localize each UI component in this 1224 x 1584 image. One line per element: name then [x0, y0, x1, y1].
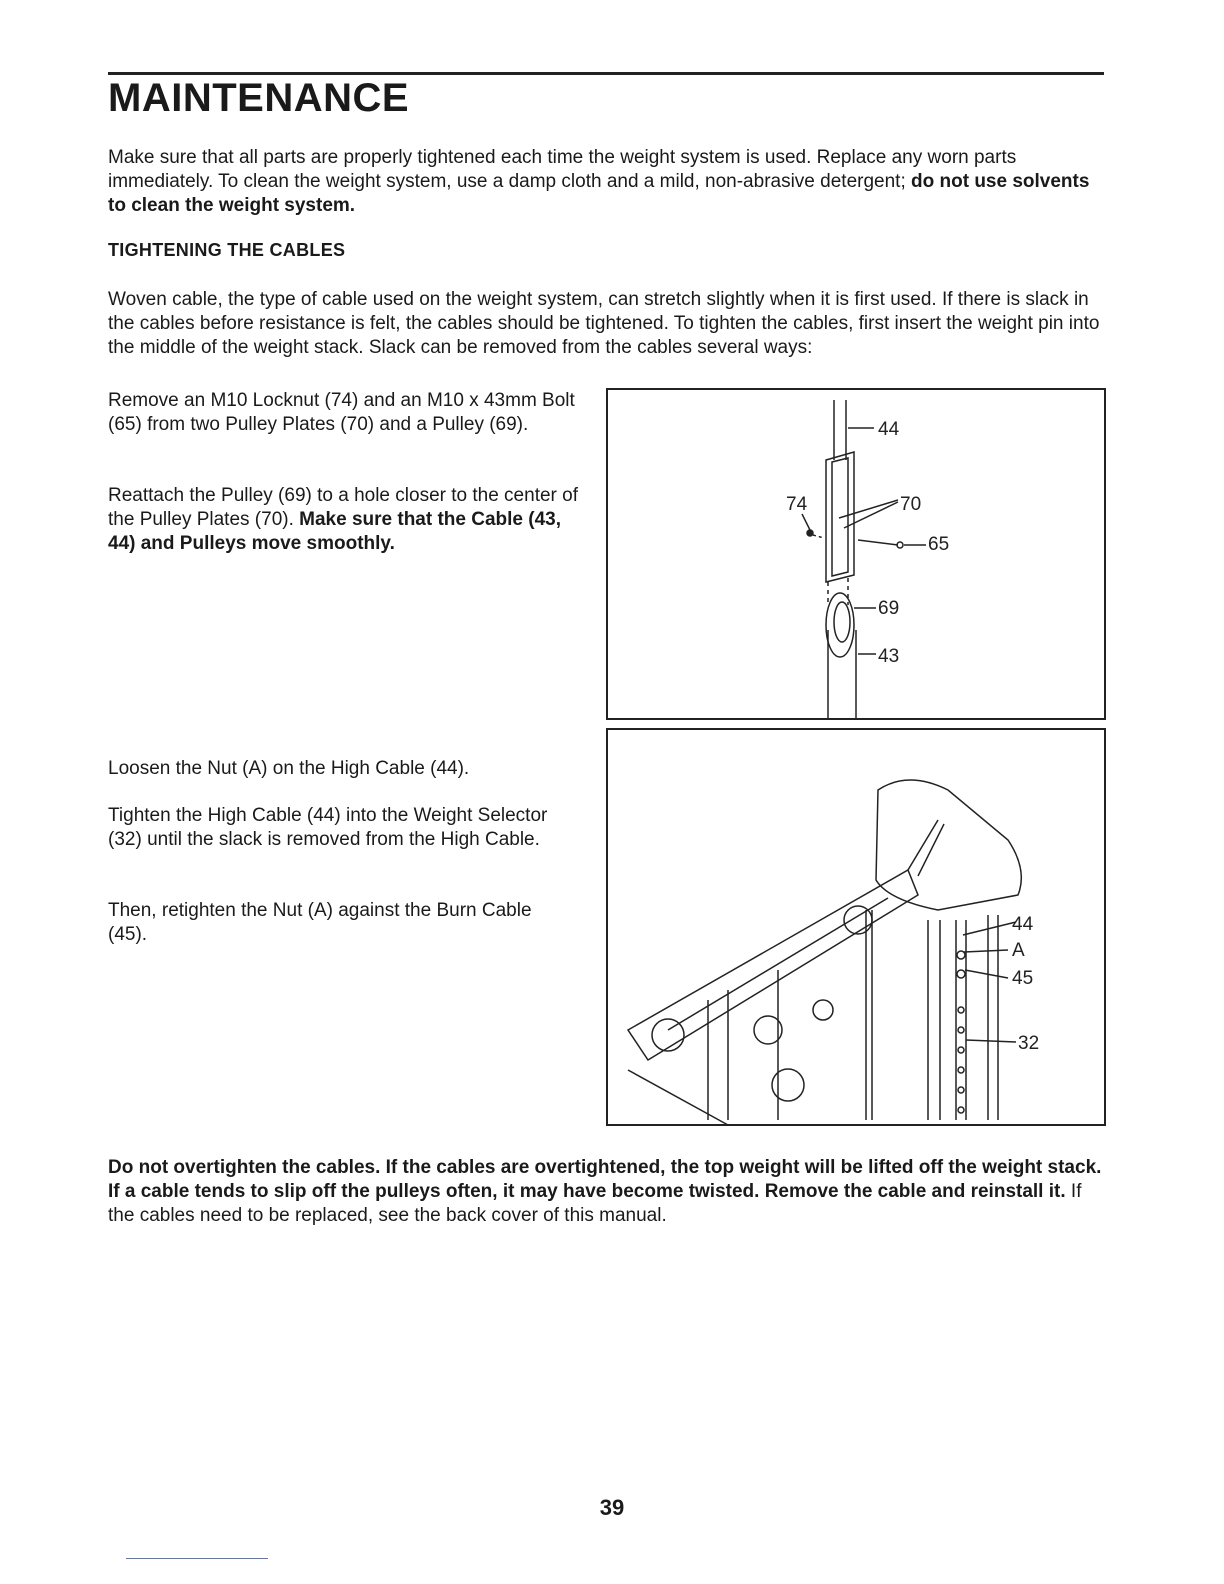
weight-selector-figure	[606, 728, 1106, 1126]
step4-paragraph: Tighten the High Cable (44) into the Weight Selector (32) until the slack is removed from the High Cable.	[108, 805, 548, 850]
section-intro-paragraph: Woven cable, the type of cable used on the weight system, can stretch slightly when it is first used. If there is slack in the cables before resistance is felt, the cables should be tightened. To tighten the cables, first insert the weight pin into the middle of the weight stack. Slack can be removed from the cables several ways:	[108, 289, 1100, 358]
pulley-diagram	[608, 390, 1108, 722]
section-heading: TIGHTENING THE CABLES	[108, 240, 346, 260]
step5-paragraph: Then, retighten the Nut (A) against the Burn Cable (45).	[108, 900, 532, 945]
intro-text: Make sure that all parts are properly tightened each time the weight system is used. Replace any worn parts immediately. To clean the weight system, use a damp cloth and a mild, non-abrasive detergent;	[108, 147, 1017, 192]
callout-69: 69	[878, 598, 900, 619]
intro-paragraph	[108, 146, 1108, 218]
pulley-figure	[606, 388, 1106, 720]
step2-paragraph	[108, 484, 578, 556]
title-rule	[108, 72, 1104, 75]
callout-65: 65	[928, 534, 950, 555]
intro-bold-text: do not use solvents to clean the weight system.	[108, 171, 1090, 216]
callout-32: 32	[1018, 1033, 1040, 1054]
page-number: 39	[599, 1495, 625, 1520]
callout-74: 74	[786, 494, 808, 515]
step1-paragraph: Remove an M10 Locknut (74) and an M10 x 43mm Bolt (65) from two Pulley Plates (70) and a Pulley (69).	[108, 390, 575, 435]
footer-line	[126, 1558, 268, 1559]
step2-text: Reattach the Pulley (69) to a hole closer to the center of the Pulley Plates (70).	[108, 485, 578, 530]
warning-paragraph	[108, 1156, 1108, 1228]
weight-selector-diagram	[608, 730, 1108, 1128]
page-title: MAINTENANCE	[108, 76, 410, 120]
callout-44: 44	[878, 419, 900, 440]
callout-43: 43	[878, 646, 900, 667]
callout-44: 44	[1012, 914, 1034, 935]
warning-text: If the cables need to be replaced, see the back cover of this manual.	[108, 1181, 1082, 1226]
step2-bold-text: Make sure that the Cable (43, 44) and Pulleys move smoothly.	[108, 509, 562, 554]
callout-A: A	[1012, 940, 1025, 961]
warning-bold-text: Do not overtighten the cables. If the cables are overtightened, the top weight will be lifted off the weight stack. If a cable tends to slip off the pulleys often, it may have become twisted. Remove the cable and reinstall it.	[108, 1157, 1102, 1202]
callout-45: 45	[1012, 968, 1034, 989]
step3-paragraph: Loosen the Nut (A) on the High Cable (44).	[108, 758, 470, 779]
callout-70: 70	[900, 494, 922, 515]
